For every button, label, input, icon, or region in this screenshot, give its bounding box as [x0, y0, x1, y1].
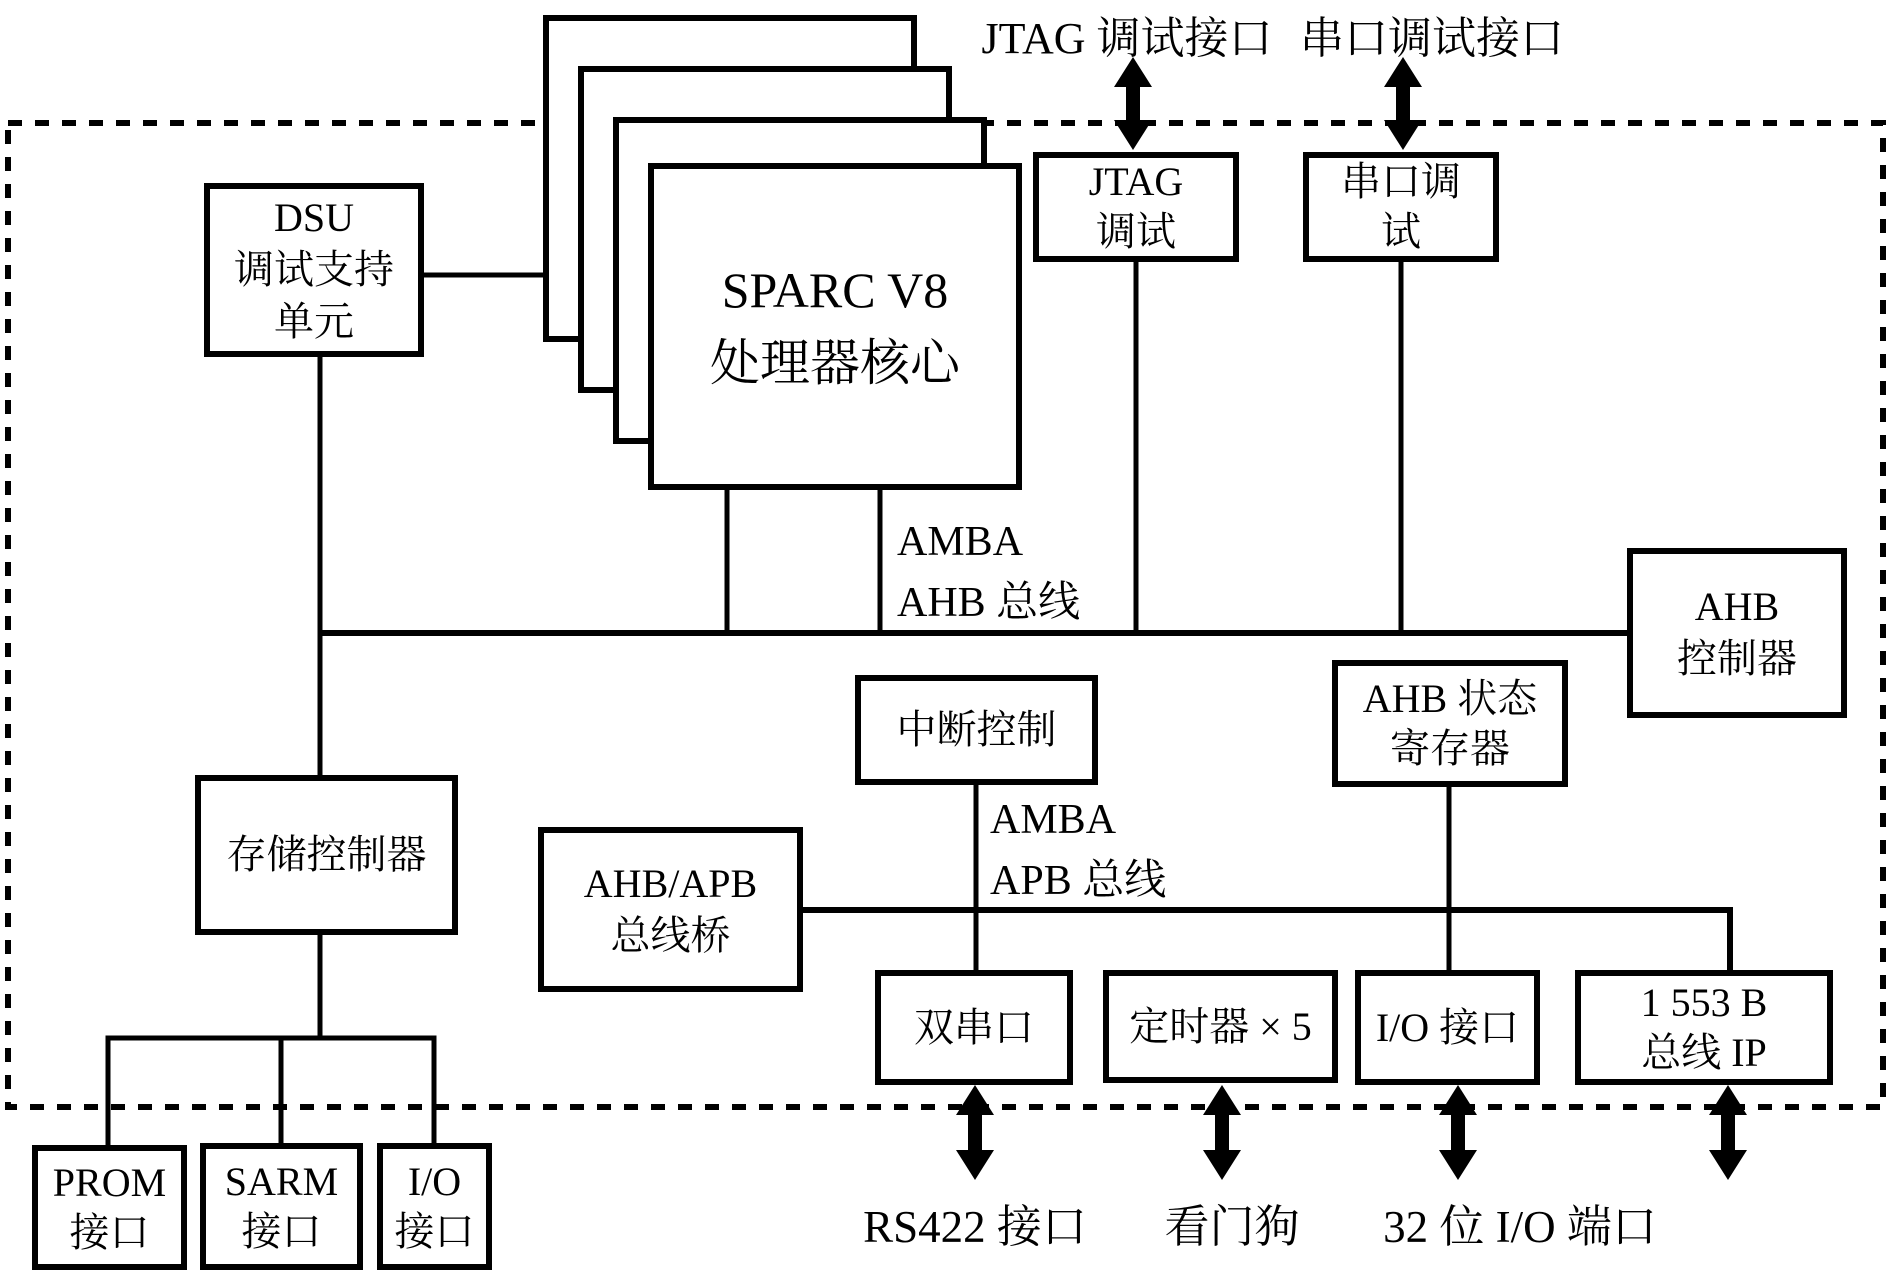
rs422-double-arrow-icon: [956, 1085, 994, 1180]
io-interface-label: I/O 接口: [1375, 1004, 1520, 1050]
timer-label: 定时器 × 5: [1129, 1003, 1312, 1049]
jtag-debug-box: [1033, 152, 1239, 262]
io-interface2-label-line1: I/O: [407, 1158, 462, 1204]
dsu-label-line1: DSU: [273, 195, 355, 240]
memory-controller-label: 存储控制器: [226, 832, 427, 877]
bus-1553-label-line2: 总线 IP: [1641, 1029, 1767, 1075]
interrupt-controller-box: [855, 675, 1098, 785]
prom-interface-label-line1: PROM: [52, 1159, 167, 1205]
timer-box: [1103, 970, 1338, 1083]
dsu-label-line2: 调试支持: [234, 247, 394, 292]
bus-1553-box: [1575, 970, 1833, 1085]
bus-1553-label-line1: 1 553 B: [1640, 979, 1768, 1025]
dual-uart-label: 双串口: [914, 1004, 1034, 1050]
apb-bus-line: [800, 910, 1730, 973]
memory-controller-box: [195, 775, 458, 935]
ahb-bus-label-line2: AHB 总线: [897, 579, 1081, 626]
sarm-interface-label-line2: 接口: [241, 1208, 322, 1254]
serial-port-label: 串口调试接口: [1300, 14, 1564, 63]
ahb-apb-bridge-box: [538, 827, 803, 992]
bus1553-double-arrow-icon: [1709, 1085, 1747, 1180]
line-mem-fanout: [108, 1038, 434, 1148]
io-port-double-arrow-icon: [1439, 1085, 1477, 1180]
serial-debug-box: [1303, 152, 1499, 262]
io-interface2-label-line2: 接口: [394, 1208, 475, 1254]
watchdog-label: 看门狗: [1164, 1202, 1300, 1252]
serial-double-arrow-icon: [1384, 57, 1422, 150]
prom-interface-label-line2: 接口: [69, 1209, 150, 1255]
dual-uart-box: [875, 970, 1073, 1085]
jtag-debug-label-line1: JTAG: [1088, 159, 1184, 204]
interrupt-controller-label: 中断控制: [896, 707, 1057, 752]
apb-bus-label-line1: AMBA: [990, 797, 1117, 843]
jtag-debug-label-line2: 调试: [1096, 209, 1176, 254]
jtag-double-arrow-icon: [1114, 57, 1152, 150]
ahb-controller-label-line1: AHB: [1694, 584, 1780, 629]
io-interface2-box: [377, 1143, 492, 1270]
ahb-status-label-line1: AHB 状态: [1362, 675, 1538, 721]
ahb-bus-label: [897, 512, 1080, 634]
ahb-status-register-box: [1332, 660, 1568, 787]
bridge-label-line2: 总线桥: [610, 912, 731, 958]
apb-bus-label: [990, 790, 1166, 912]
rs422-port-label: RS422 接口: [863, 1202, 1087, 1252]
bridge-label-line1: AHB/APB: [583, 860, 758, 906]
ahb-status-label-line2: 寄存器: [1390, 725, 1510, 771]
prom-interface-box: [32, 1145, 187, 1270]
sparc-core-label-line2: 处理器核心: [710, 334, 960, 391]
io-port-label: 32 位 I/O 端口: [1383, 1202, 1657, 1252]
ahb-bus-label-line1: AMBA: [897, 519, 1024, 565]
serial-debug-label-line2: 试: [1381, 209, 1421, 254]
sarm-interface-label-line1: SARM: [224, 1158, 339, 1204]
watchdog-double-arrow-icon: [1203, 1085, 1241, 1180]
dsu-label-line3: 单元: [274, 299, 354, 344]
apb-bus-label-line2: APB 总线: [990, 857, 1167, 904]
serial-debug-label-line1: 串口调: [1341, 159, 1461, 204]
io-interface-box: [1355, 970, 1540, 1085]
ahb-controller-box: [1627, 548, 1847, 718]
sparc-core-box: [648, 163, 1022, 490]
jtag-port-label: JTAG 调试接口: [981, 14, 1273, 63]
ahb-controller-label-line2: 控制器: [1677, 636, 1797, 681]
sarm-interface-box: [200, 1143, 363, 1270]
sparc-core-label-line1: SPARC V8: [721, 262, 949, 318]
dsu-box: [204, 183, 424, 357]
